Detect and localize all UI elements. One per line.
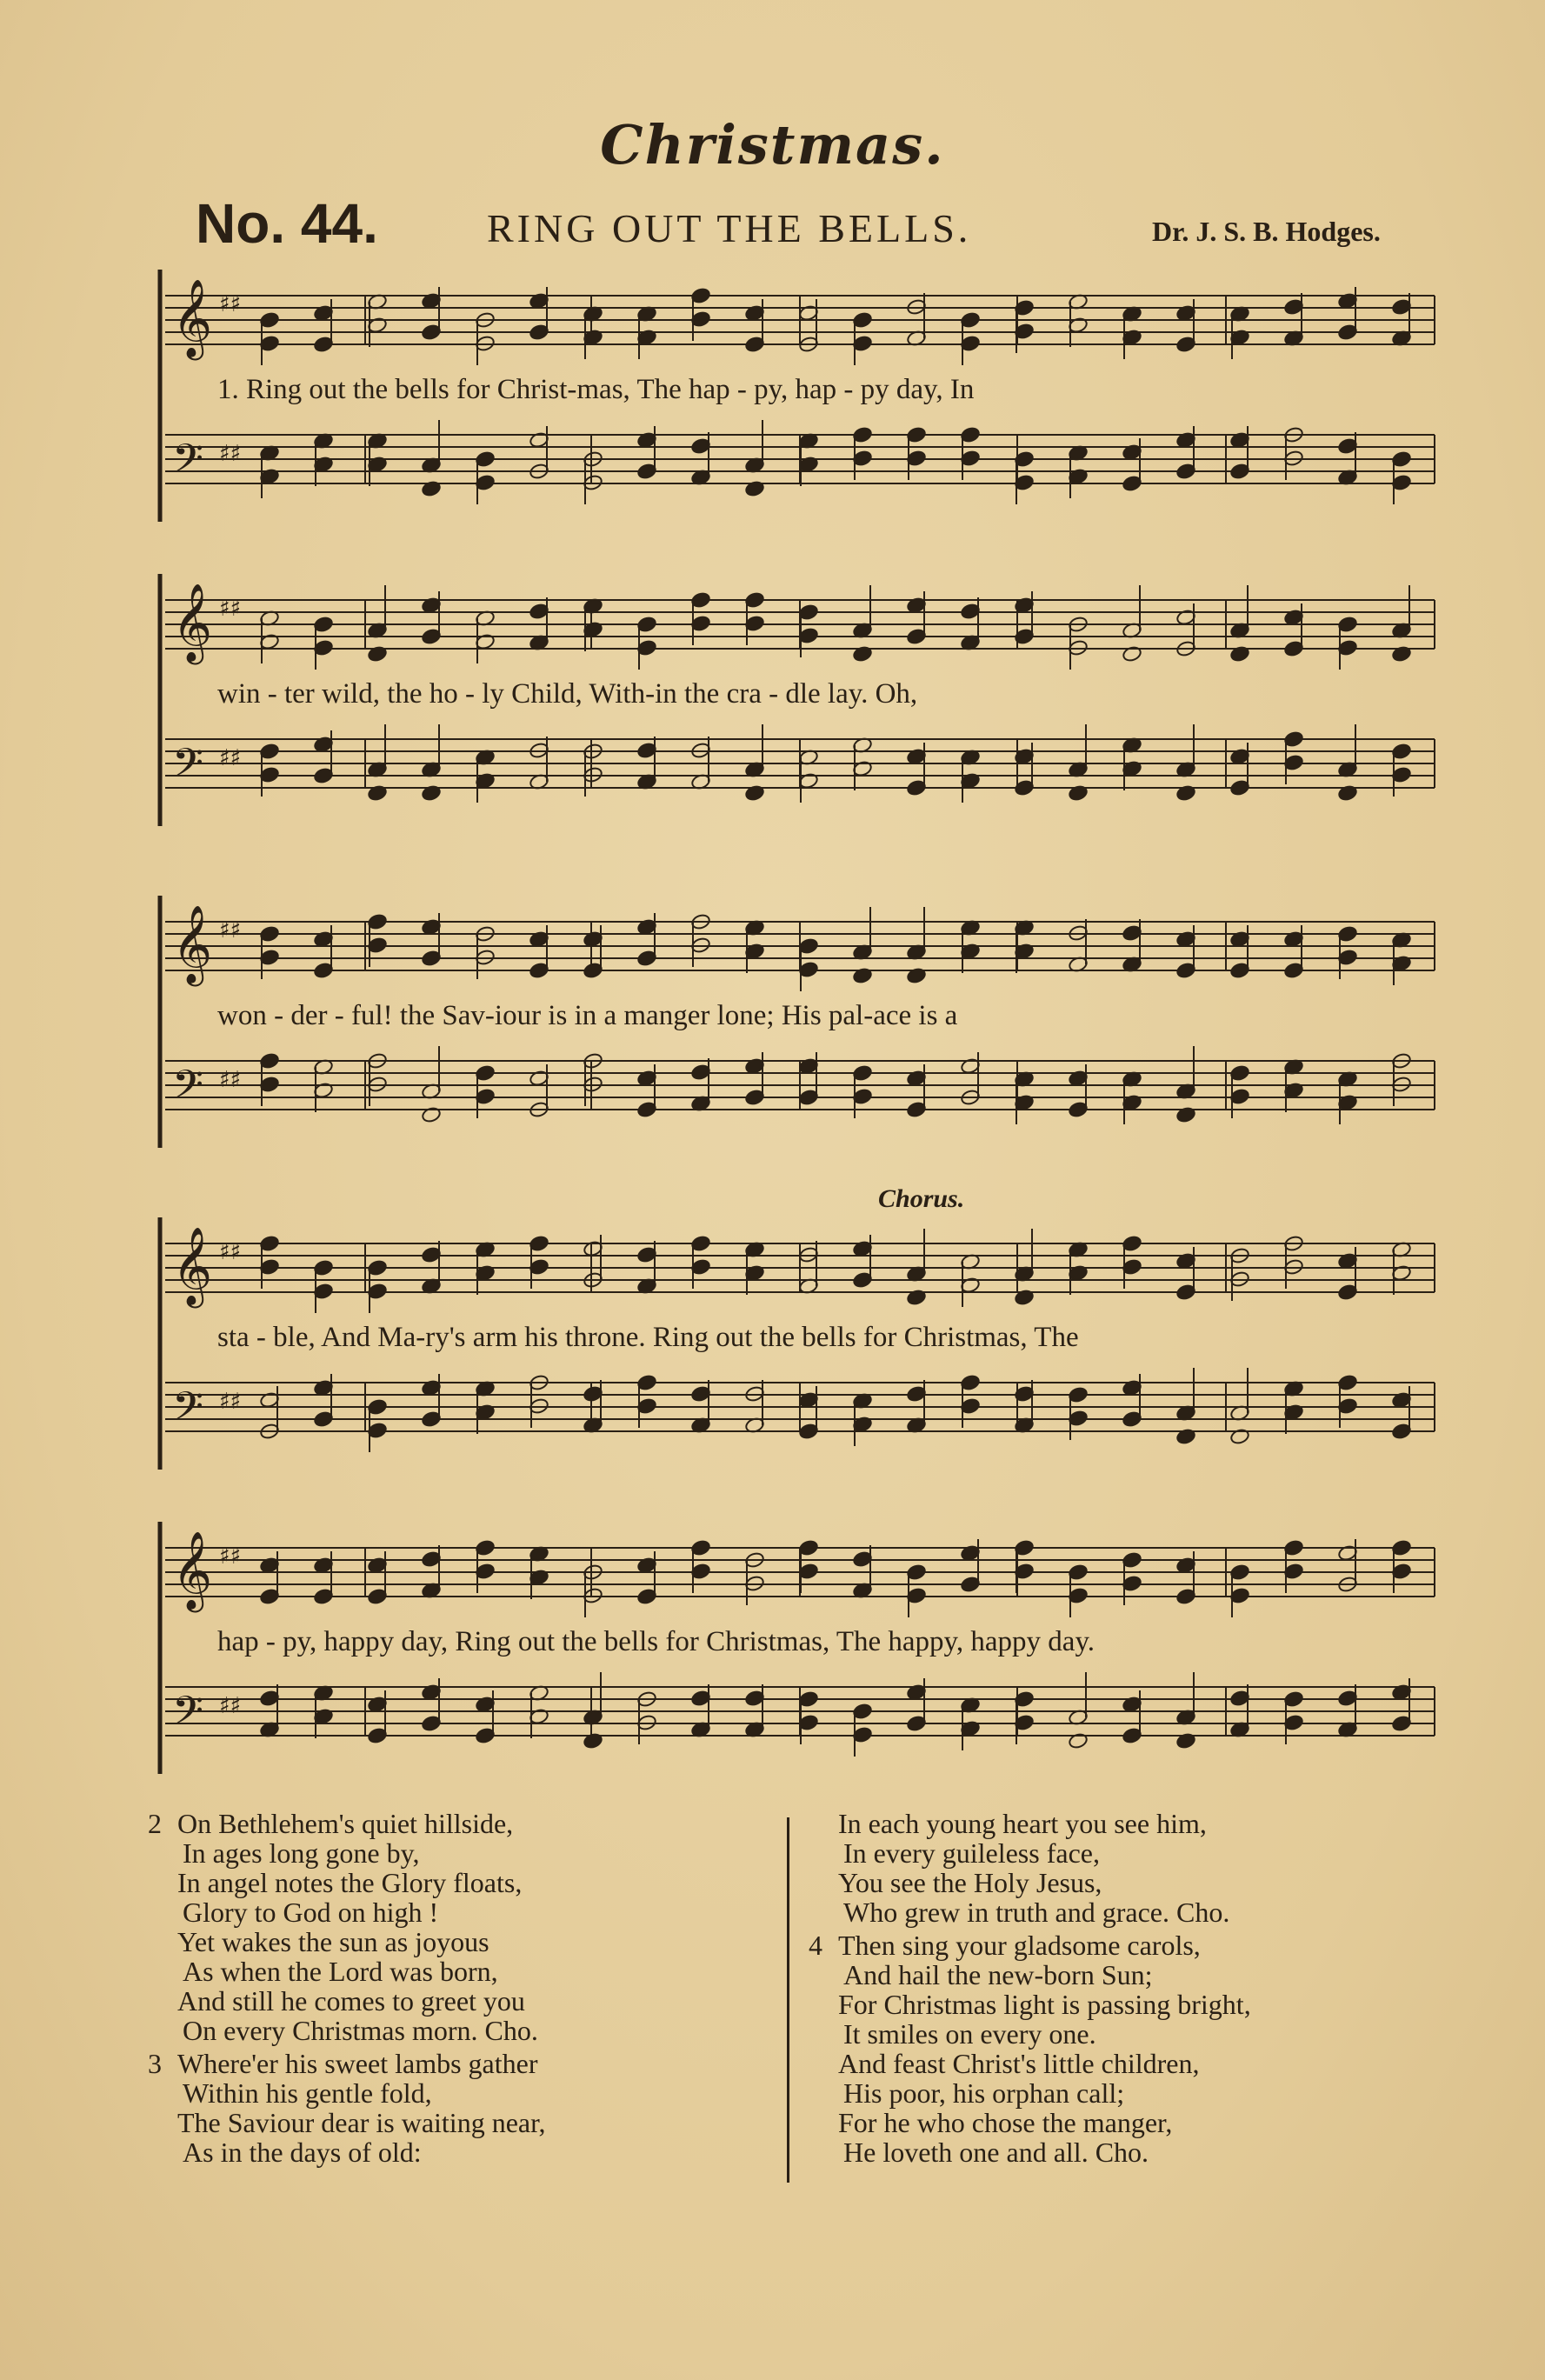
verse-text: It smiles on every one. <box>843 2018 1096 2050</box>
verse-line <box>148 1897 756 1927</box>
verse-line <box>809 1809 1417 1838</box>
lyric-line: win - ter wild, the ho - ly Child, With-in the cra - dle lay. Oh, <box>217 678 918 710</box>
verse-text: In ages long gone by, <box>183 1837 420 1869</box>
music-system <box>156 887 1443 1174</box>
verse-text: In each young heart you see him, <box>838 1808 1207 1839</box>
verse-text: And hail the new-born Sun; <box>843 1959 1153 1990</box>
verse-text: The Saviour dear is waiting near, <box>177 2107 546 2138</box>
bass-clef-icon: 𝄢 <box>172 1688 204 1744</box>
verses <box>148 1809 1435 2174</box>
key-signature-icon: ♯♯ <box>219 1693 242 1719</box>
key-signature-icon: ♯♯ <box>219 441 242 467</box>
verse-line <box>148 1957 756 1986</box>
hymn-number: No. 44. <box>196 192 378 255</box>
lyric-line: sta - ble, And Ma-ry's arm his throne. Ring out the bells for Christmas, The <box>217 1322 1079 1353</box>
verse-line <box>809 1960 1417 1990</box>
verse-block <box>809 1930 1417 2167</box>
verse-text: Yet wakes the sun as joyous <box>177 1926 489 1957</box>
treble-clef-icon: 𝄞 <box>172 905 213 983</box>
verse-text: Who grew in truth and grace. Cho. <box>843 1897 1230 1928</box>
bass-clef-icon: 𝄢 <box>172 1383 204 1440</box>
key-signature-icon: ♯♯ <box>219 1389 242 1415</box>
verse-line <box>148 2078 756 2108</box>
verse-text: In angel notes the Glory floats, <box>177 1867 523 1898</box>
verse-line <box>809 2049 1417 2078</box>
verse-text: Glory to God on high ! <box>183 1897 439 1928</box>
verse-line <box>809 2137 1417 2167</box>
verse-line <box>148 1809 756 1838</box>
bass-clef-icon: 𝄢 <box>172 1062 204 1118</box>
verse-text: On every Christmas morn. Cho. <box>183 2015 538 2046</box>
key-signature-icon: ♯♯ <box>219 917 242 943</box>
verse-line <box>148 1868 756 1897</box>
verse-block <box>148 2049 756 2167</box>
composer: Dr. J. S. B. Hodges. <box>1152 216 1381 247</box>
hymn-title: RING OUT THE BELLS. <box>487 206 972 250</box>
key-signature-icon: ♯♯ <box>219 1239 242 1265</box>
verse-line <box>809 1897 1417 1927</box>
key-signature-icon: ♯♯ <box>219 1067 242 1093</box>
verse-line <box>809 2019 1417 2049</box>
treble-clef-icon: 𝄞 <box>172 279 213 357</box>
verses-left-column <box>148 1809 756 2170</box>
verse-line <box>809 1990 1417 2019</box>
column-divider <box>787 1817 789 2183</box>
music-system <box>156 261 1443 548</box>
music-system <box>156 565 1443 852</box>
music-system <box>156 1513 1443 1800</box>
verse-text: As in the days of old: <box>183 2137 422 2168</box>
treble-clef-icon: 𝄞 <box>172 583 213 662</box>
verse-line <box>809 1868 1417 1897</box>
verse-text: You see the Holy Jesus, <box>838 1867 1102 1898</box>
verse-number: 4 <box>809 1930 822 1961</box>
verse-text: His poor, his orphan call; <box>843 2077 1125 2109</box>
verse-line <box>148 1927 756 1957</box>
verse-line <box>148 2137 756 2167</box>
verse-text: And still he comes to greet you <box>177 1985 525 2017</box>
verse-text: Within his gentle fold, <box>183 2077 432 2109</box>
bass-clef-icon: 𝄢 <box>172 740 204 797</box>
treble-clef-icon: 𝄞 <box>172 1227 213 1305</box>
verse-block <box>148 1809 756 2045</box>
verse-text: He loveth one and all. Cho. <box>843 2137 1149 2168</box>
section-heading: Christmas. <box>600 113 945 177</box>
verses-right-column <box>809 1809 1417 2170</box>
verse-text: Then sing your gladsome carols, <box>838 1930 1201 1961</box>
lyric-line: won - der - ful! the Sav-iour is in a manger lone; His pal-ace is a <box>217 1000 958 1031</box>
key-signature-icon: ♯♯ <box>219 1543 242 1570</box>
verse-line <box>809 1838 1417 1868</box>
verse-line <box>809 2108 1417 2137</box>
verse-line <box>148 1838 756 1868</box>
verse-text: As when the Lord was born, <box>183 1956 498 1987</box>
key-signature-icon: ♯♯ <box>219 745 242 771</box>
verse-line <box>148 2016 756 2045</box>
verse-number: 3 <box>148 2048 162 2079</box>
music-system <box>156 1184 1443 1496</box>
lyric-line: 1. Ring out the bells for Christ-mas, The hap - py, hap - py day, In <box>217 374 975 405</box>
verse-block <box>809 1809 1417 1927</box>
verse-line <box>148 2108 756 2137</box>
treble-clef-icon: 𝄞 <box>172 1531 213 1610</box>
lyric-line: hap - py, happy day, Ring out the bells for Christmas, The happy, happy day. <box>217 1626 1095 1657</box>
verse-text: In every guileless face, <box>843 1837 1100 1869</box>
verse-text: For Christmas light is passing bright, <box>838 1989 1251 2020</box>
verse-text: On Bethlehem's quiet hillside, <box>177 1808 514 1839</box>
verse-line <box>809 2078 1417 2108</box>
verse-number: 2 <box>148 1808 162 1839</box>
chorus-label: Chorus. <box>878 1184 965 1213</box>
verse-text: Where'er his sweet lambs gather <box>177 2048 538 2079</box>
verse-text: And feast Christ's little children, <box>838 2048 1200 2079</box>
key-signature-icon: ♯♯ <box>219 596 242 622</box>
verse-text: For he who chose the manger, <box>838 2107 1173 2138</box>
key-signature-icon: ♯♯ <box>219 291 242 317</box>
verse-line <box>148 2049 756 2078</box>
verse-line <box>809 1930 1417 1960</box>
verse-line <box>148 1986 756 2016</box>
bass-clef-icon: 𝄢 <box>172 436 204 492</box>
